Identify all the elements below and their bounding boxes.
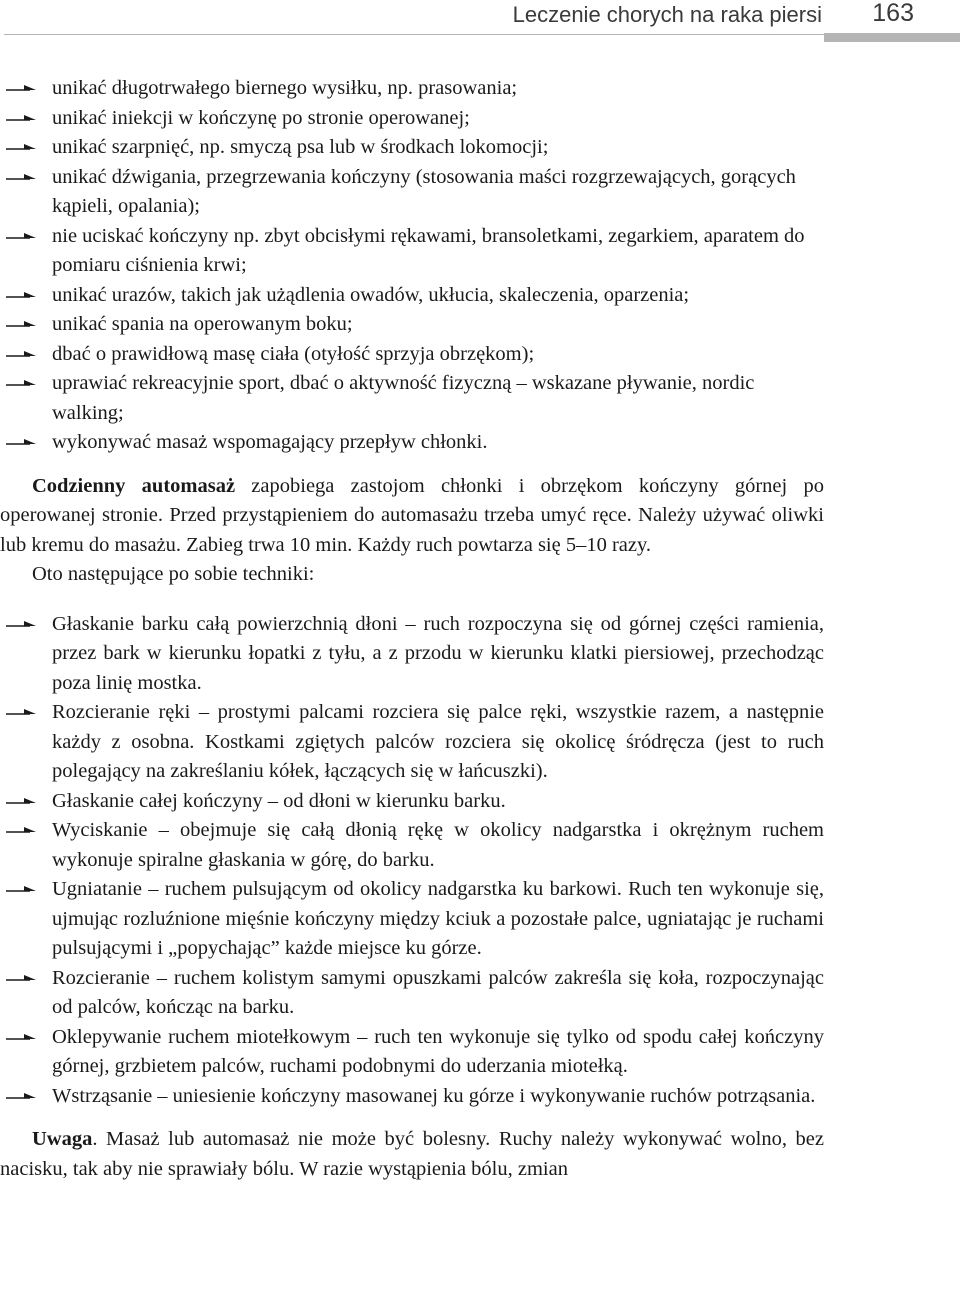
list-item: nie uciskać kończyny np. zbyt obcisłymi rękawami, bransoletkami, zegarkiem, aparatem do pomiaru ciśnienia krwi; [0, 222, 824, 281]
arrow-bullet-icon [4, 698, 38, 728]
arrow-bullet-icon [4, 816, 38, 846]
list-item: uprawiać rekreacyjnie sport, dbać o aktywność fizyczną – wskazane pływanie, nordic walking; [0, 369, 824, 428]
list-item: Rozcieranie – ruchem kolistym samymi opuszkami palców zakreśla się koła, rozpoczynając od palców, kończąc na barku. [0, 964, 824, 1023]
arrow-bullet-icon [4, 281, 38, 311]
list-item: Głaskanie całej kończyny – od dłoni w kierunku barku. [0, 787, 824, 817]
automassage-paragraph: Codzienny automasaż zapobiega zastojom chłonki i obrzękom kończyny górnej po operowanej stronie. Przed przystąpieniem do automasażu trzeba umyć ręce. Należy używać oliwki lub kremu do masażu. Zabieg trwa 10 min. Każdy ruch powtarza się 5–10 razy. [0, 474, 824, 556]
page-number: 163 [872, 0, 914, 27]
warning-paragraph: Uwaga. Masaż lub automasaż nie może być bolesny. Ruchy należy wykonywać wolno, bez nacisku, tak aby nie sprawiały bólu. W razie wystąpienia bólu, zmian [0, 1128, 824, 1180]
arrow-bullet-icon [4, 104, 38, 134]
arrow-bullet-icon [4, 1023, 38, 1053]
list-item: unikać długotrwałego biernego wysiłku, np. prasowania; [0, 74, 824, 104]
arrow-bullet-icon [4, 74, 38, 104]
arrow-bullet-icon [4, 1082, 38, 1112]
arrow-bullet-icon [4, 369, 38, 399]
list-item: Rozcieranie ręki – prostymi palcami rozciera się palce ręki, wszystkie razem, a następnie każdy z osobna. Kostkami zgiętych palców rozciera się okolicę śródręcza (jest to ruch polegający na zakreślaniu kółek, łączących się w łańcuszki). [0, 698, 824, 787]
precautions-list [0, 74, 824, 458]
arrow-bullet-icon [4, 875, 38, 905]
arrow-bullet-icon [4, 964, 38, 994]
techniques-list [0, 610, 824, 1112]
arrow-bullet-icon [4, 310, 38, 340]
list-item: wykonywać masaż wspomagający przepływ chłonki. [0, 428, 824, 458]
list-item: unikać szarpnięć, np. smyczą psa lub w środkach lokomocji; [0, 133, 824, 163]
arrow-bullet-icon [4, 787, 38, 817]
list-item: Oklepywanie ruchem miotełkowym – ruch ten wykonuje się tylko od spodu całej kończyny górnej, grzbietem palców, ruchami podobnymi do uderzania miotełką. [0, 1023, 824, 1082]
list-item: Ugniatanie – ruchem pulsującym od okolicy nadgarstka ku barkowi. Ruch ten wykonuje się, ujmując rozluźnione mięśnie kończyny między kciuk a pozostałe palce, ugniatając je ruchami pulsującymi i „popychając” każde miejsce ku górze. [0, 875, 824, 964]
page-body [0, 74, 824, 1184]
arrow-bullet-icon [4, 163, 38, 193]
arrow-bullet-icon [4, 428, 38, 458]
page-header [0, 0, 960, 42]
arrow-bullet-icon [4, 340, 38, 370]
arrow-bullet-icon [4, 222, 38, 252]
running-title: Leczenie chorych na raka piersi [512, 2, 822, 27]
list-item: dbać o prawidłową masę ciała (otyłość sprzyja obrzękom); [0, 340, 824, 370]
header-rule [4, 34, 824, 35]
arrow-bullet-icon [4, 133, 38, 163]
list-item: unikać urazów, takich jak użądlenia owadów, ukłucia, skaleczenia, oparzenia; [0, 281, 824, 311]
list-item: unikać dźwigania, przegrzewania kończyny (stosowania maści rozgrzewających, gorących kąpieli, opalania); [0, 163, 824, 222]
list-item: unikać iniekcji w kończynę po stronie operowanej; [0, 104, 824, 134]
header-bar [824, 33, 960, 42]
techniques-intro: Oto następujące po sobie techniki: [32, 563, 315, 585]
list-item: Wyciskanie – obejmuje się całą dłonią rękę w okolicy nadgarstka i okrężnym ruchem wykonuje spiralne głaskania w górę, do barku. [0, 816, 824, 875]
list-item: Głaskanie barku całą powierzchnią dłoni – ruch rozpoczyna się od górnej części ramienia, przez bark w kierunku łopatki z tyłu, a z przodu w kierunku klatki piersiowej, przechodząc poza linię mostka. [0, 610, 824, 699]
arrow-bullet-icon [4, 610, 38, 640]
list-item: Wstrząsanie – uniesienie kończyny masowanej ku górze i wykonywanie ruchów potrząsania. [0, 1082, 824, 1112]
list-item: unikać spania na operowanym boku; [0, 310, 824, 340]
